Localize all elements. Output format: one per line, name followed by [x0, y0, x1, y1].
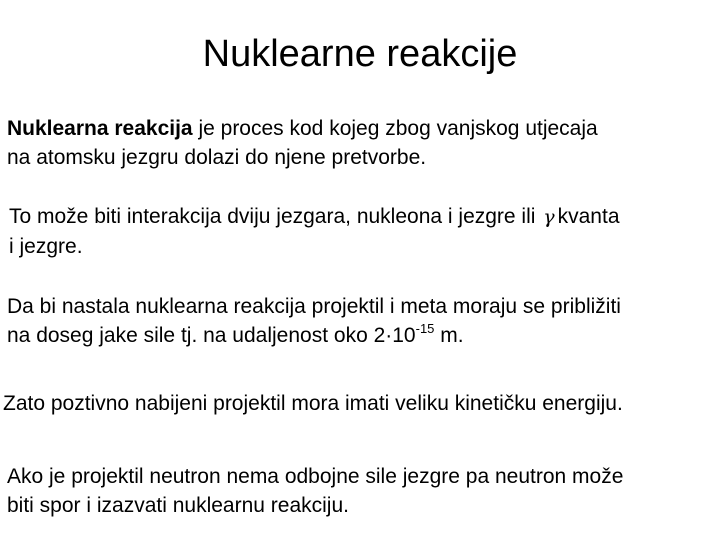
- paragraph-distance-line-1: Da bi nastala nuklearna reakcija projektil i meta moraju se približiti: [7, 295, 621, 318]
- interaction-text: To može biti interakcija dviju jezgara, nukleona i jezgre ili: [9, 205, 542, 228]
- distance-text: na doseg jake sile tj. na udaljenost oko 2·10: [7, 324, 416, 347]
- term-nuklearna-reakcija: Nuklearna reakcija: [7, 117, 193, 140]
- paragraph-energy: [3, 389, 623, 418]
- slide-title: Nuklearne reakcije: [202, 33, 518, 75]
- paragraph-neutron-line-2: biti spor i izazvati nuklearnu reakciju.: [7, 494, 349, 517]
- paragraph-energy-line-1: Zato poztivno nabijeni projektil mora imati veliku kinetičku energiju.: [3, 392, 623, 415]
- paragraph-neutron-line-1: Ako je projektil neutron nema odbojne sile jezgre pa neutron može: [7, 465, 624, 488]
- definition-text: je proces kod kojeg zbog vanjskog utjecaja: [192, 117, 598, 140]
- paragraph-interaction-line-1: [9, 202, 620, 232]
- paragraph-interaction: [9, 202, 620, 261]
- exponent: -15: [415, 321, 435, 336]
- paragraph-definition: [7, 114, 598, 172]
- unit-text: m.: [434, 324, 464, 347]
- kvanta-text: kvanta: [557, 205, 620, 228]
- paragraph-distance-line-2: [7, 321, 621, 350]
- paragraph-definition-line-2: na atomsku jezgru dolazi do njene pretvorbe.: [7, 146, 427, 169]
- paragraph-distance: [7, 292, 621, 350]
- paragraph-definition-line-1: [7, 114, 598, 143]
- paragraph-neutron: [7, 462, 623, 520]
- paragraph-interaction-line-2: i jezgre.: [9, 235, 83, 258]
- gamma-symbol: γ: [543, 206, 555, 228]
